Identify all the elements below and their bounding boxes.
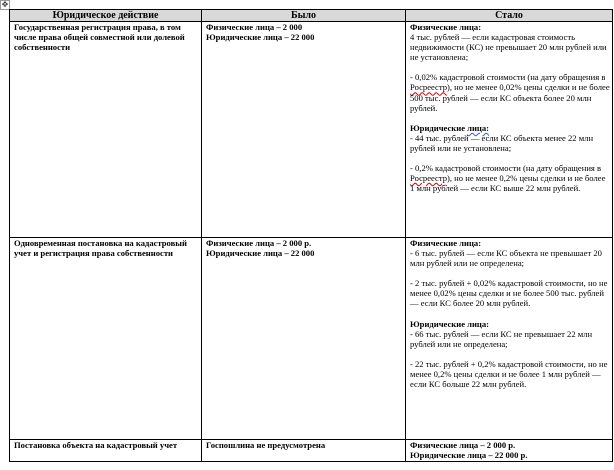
now-paragraph: 4 тыс. рублей — если кадастровая стоимость недвижимости (КС) не превышает 20 млн рублей или не установлена; bbox=[410, 32, 607, 63]
action-text: Постановка объекта на кадастровый учет bbox=[14, 440, 178, 450]
table-row bbox=[10, 238, 613, 440]
now-paragraph: - 66 тыс. рублей — если КС не превышает 22 млн рублей или не определена; bbox=[410, 328, 593, 349]
action-cell[interactable] bbox=[10, 22, 202, 238]
now-paragraph: - 44 тыс. рублей — если КС объекта менее 22 млн рублей или не установлена; bbox=[410, 132, 594, 153]
now-line: Физические лица – 2 000 р. bbox=[410, 440, 516, 450]
header-now: Стало bbox=[406, 10, 613, 22]
now-paragraph: - 2 тыс. рублей + 0,02% кадастровой стоимости, но не менее 0,02% цены сделки и не более 500 тыс. рублей — если КС более 20 млн рублей. bbox=[410, 278, 608, 309]
now-paragraph: - 0,02% кадастровой стоимости (на дату обращения в Росреестр), но не менее 0,02% цены сделки и не более 500 тыс. рублей — если КС объекта более 20 млн рублей. bbox=[410, 72, 610, 113]
now-cell[interactable] bbox=[406, 22, 613, 238]
spellcheck-word: Росреестр bbox=[410, 82, 448, 93]
was-line: Физические лица – 2 000 р. bbox=[206, 238, 312, 248]
now-heading: Физические лица: bbox=[410, 22, 482, 32]
now-heading: Юридические лица: bbox=[410, 122, 490, 133]
action-text: Одновременная постановка на кадастровый учет и регистрация права собственности bbox=[14, 238, 187, 259]
spellcheck-word: Росреестр bbox=[410, 173, 448, 184]
now-cell[interactable] bbox=[406, 238, 613, 440]
now-line: Юридические лица – 22 000 р. bbox=[410, 450, 528, 461]
table-row bbox=[10, 22, 613, 238]
was-line: Юридические лица – 22 000 bbox=[206, 32, 315, 43]
now-paragraph: - 22 тыс. рублей + 0,2% кадастровой стоимости, но не менее 0,2% цены сделки и не более 1 млн рублей — если КС больше 22 млн рублей. bbox=[410, 358, 608, 390]
was-cell[interactable] bbox=[202, 238, 406, 440]
table-move-handle-icon[interactable]: ✥ bbox=[1, 0, 9, 9]
table-row bbox=[10, 440, 613, 462]
was-line: Госпошлина не предусмотрена bbox=[206, 440, 326, 450]
now-paragraph: - 0,2% кадастровой стоимости (на дату обращения в Росреестр), но не менее 0,2% цены сделки и не более 1 млн рублей — если КС выше 22 млн рублей. bbox=[410, 163, 606, 194]
action-text: Государственная регистрация права, в том числе права общей совместной или долевой собственности bbox=[14, 22, 185, 53]
now-heading: Юридические лица: bbox=[410, 318, 490, 329]
grammar-check-word: лица: bbox=[467, 122, 490, 133]
was-cell[interactable] bbox=[202, 22, 406, 238]
header-action: Юридическое действие bbox=[10, 10, 202, 22]
header-was: Было bbox=[202, 10, 406, 22]
was-line: Юридические лица – 22 000 bbox=[206, 248, 315, 259]
now-cell[interactable] bbox=[406, 440, 613, 462]
fee-comparison-table bbox=[9, 9, 613, 462]
now-heading: Физические лица: bbox=[410, 238, 482, 248]
was-cell[interactable] bbox=[202, 440, 406, 462]
now-paragraph: - 6 тыс. рублей — если КС объекта не превышает 20 млн рублей или не определена; bbox=[410, 248, 602, 269]
action-cell[interactable] bbox=[10, 440, 202, 462]
was-line: Физические лица – 2 000 bbox=[206, 22, 303, 32]
table-header-row bbox=[10, 10, 613, 22]
action-cell[interactable] bbox=[10, 238, 202, 440]
